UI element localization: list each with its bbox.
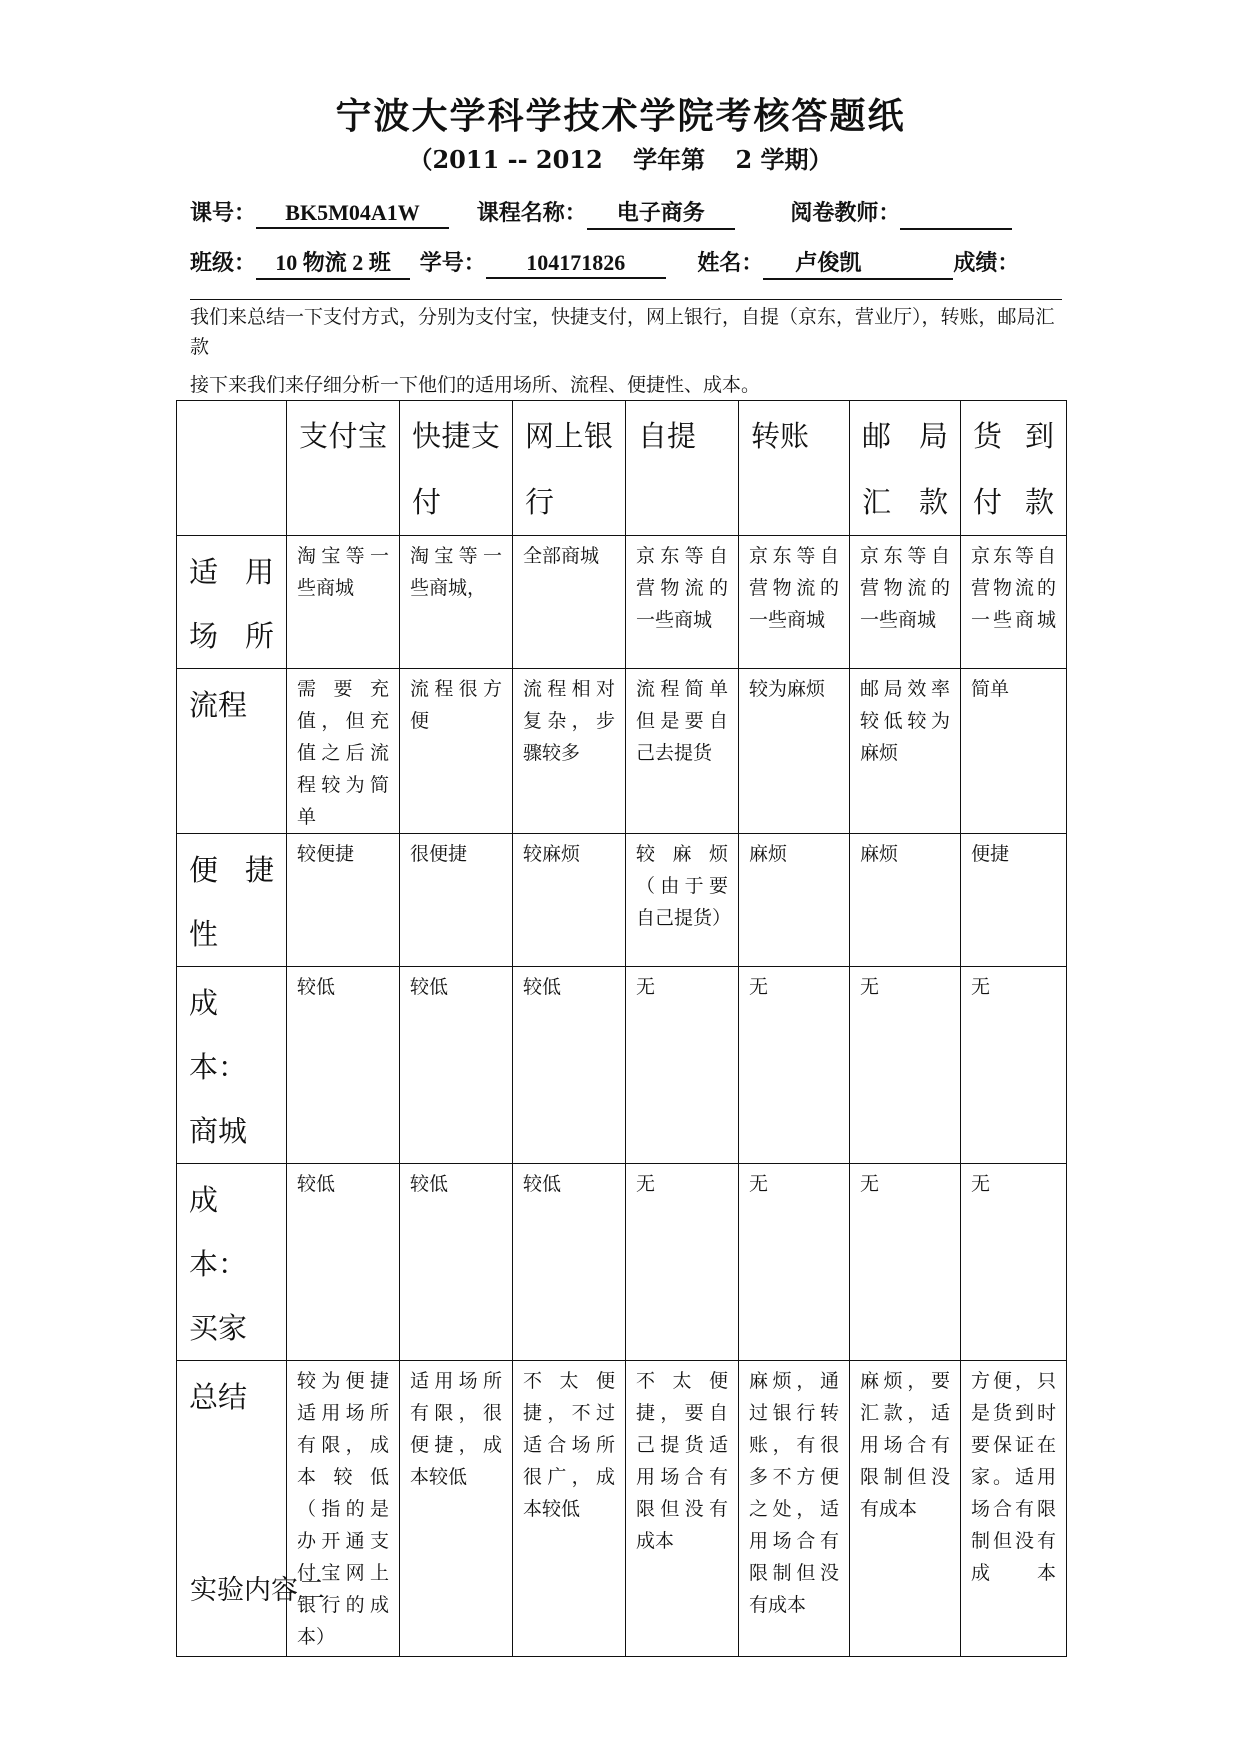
subtitle-year-range: （2011 -- 2012 [408,145,603,174]
table-header-row [177,401,1067,536]
table-cell: 较低 [400,1164,513,1361]
table-cell: 无 [626,1164,739,1361]
table-cell: 较便捷 [287,834,400,967]
course-name-value: 电子商务 [587,196,735,230]
table-cell: 较低 [400,967,513,1164]
table-cell: 麻烦，通过银行转账，有很多不方便之处，适用场合有限制但没有成本 [739,1361,850,1657]
table-cell: 无 [739,967,850,1164]
table-cell: 麻烦 [739,834,850,967]
table-cell: 较低 [513,1164,626,1361]
table-cell: 流程相对复杂，步骤较多 [513,669,626,834]
row-header: 流程 [177,669,287,834]
table-cell: 无 [850,1164,961,1361]
row-header: 适用场所 [177,536,287,669]
table-cell: 无 [739,1164,850,1361]
name-label: 姓名： [697,250,764,276]
subtitle-term-label: 学期） [760,145,833,174]
name-value: 卢俊凯 [763,246,953,280]
score-label: 成绩： [953,250,1020,276]
table-row [177,1164,1067,1361]
column-header: 转账 [739,401,850,536]
intro-paragraph-2: 接下来我们来仔细分析一下他们的适用场所、流程、便捷性、成本。 [190,374,761,396]
table-cell: 流程简单但是要自己去提货 [626,669,739,834]
column-header: 自提 [626,401,739,536]
table-cell: 较为麻烦 [739,669,850,834]
reviewer-label: 阅卷教师： [790,200,901,226]
table-cell: 需要充值，但充值之后流程较为简单 [287,669,400,834]
page-title: 宁波大学科学技术学院考核答题纸 [335,95,906,137]
table-cell: 很便捷 [400,834,513,967]
class-value: 10 物流 2 班 [256,246,410,280]
table-cell: 较低 [287,967,400,1164]
section-heading: 实验内容二 [190,1575,325,1606]
table-cell: 无 [850,967,961,1164]
class-label: 班级： [190,250,257,276]
table-cell: 较麻烦（由于要自己提货） [626,834,739,967]
column-header: 邮局汇款 [850,401,961,536]
table-row [177,536,1067,669]
course-no-label: 课号： [190,200,257,226]
row-header: 总结 [177,1361,287,1657]
subtitle-year-label: 学年第 [633,145,706,174]
student-no-value: 104171826 [486,250,666,279]
table-cell: 无 [626,967,739,1164]
table-row [177,1361,1067,1657]
table-cell: 无 [961,967,1067,1164]
table-cell: 全部商城 [513,536,626,669]
column-header: 货到付款 [961,401,1067,536]
table-cell: 淘宝等一些商城， [400,536,513,669]
table-row [177,967,1067,1164]
row-header: 成本：商城 [177,967,287,1164]
column-header: 快捷支付 [400,401,513,536]
table-cell: 较低 [513,967,626,1164]
table-cell: 邮局效率较低较为麻烦 [850,669,961,834]
table-cell: 方便，只是货到时要保证在家。适用场合有限制但没有成本 [961,1361,1067,1657]
course-name-label: 课程名称： [476,200,587,226]
subtitle-term: 2 [735,145,753,174]
header-corner-cell [177,401,287,536]
table-cell: 京东等自营物流的一些商城 [739,536,850,669]
table-row [177,834,1067,967]
table-cell: 较低 [287,1164,400,1361]
table-cell: 淘宝等一些商城 [287,536,400,669]
reviewer-value [900,201,1012,230]
student-no-label: 学号： [419,250,486,276]
table-cell: 京东等自营物流的一些商城 [850,536,961,669]
table-cell: 适用场所有限，很便捷，成本较低 [400,1361,513,1657]
course-no-value: BK5M04A1W [256,200,449,229]
table-cell: 京东等自营物流的一些商城 [626,536,739,669]
info-row-student [190,246,1019,280]
table-cell: 简单 [961,669,1067,834]
table-cell: 流程很方便 [400,669,513,834]
column-header: 网上银行 [513,401,626,536]
table-cell: 无 [961,1164,1067,1361]
row-header: 成本：买家 [177,1164,287,1361]
table-cell: 较麻烦 [513,834,626,967]
payment-comparison-table [176,400,1067,1657]
table-cell: 不太便捷，不过适合场所很广，成本较低 [513,1361,626,1657]
table-cell: 较为便捷适用场所有限，成本较低（指的是办开通支付宝网上银行的成本） [287,1361,400,1657]
table-cell: 便捷 [961,834,1067,967]
table-cell: 京东等自营物流的一些商城 [961,536,1067,669]
table-cell: 麻烦 [850,834,961,967]
header-divider [190,299,1062,300]
column-header: 支付宝 [287,401,400,536]
table-cell: 麻烦，要汇款，适用场合有限制但没有成本 [850,1361,961,1657]
row-header: 便捷性 [177,834,287,967]
table-cell: 不太便捷，要自己提货适用场合有限但没有成本 [626,1361,739,1657]
intro-paragraph-1: 我们来总结一下支付方式，分别为支付宝，快捷支付，网上银行，自提（京东，营业厅），转账，邮局汇款 [190,306,1055,358]
info-row-course [190,196,1012,230]
table-row [177,669,1067,834]
page-subtitle [0,140,1241,175]
